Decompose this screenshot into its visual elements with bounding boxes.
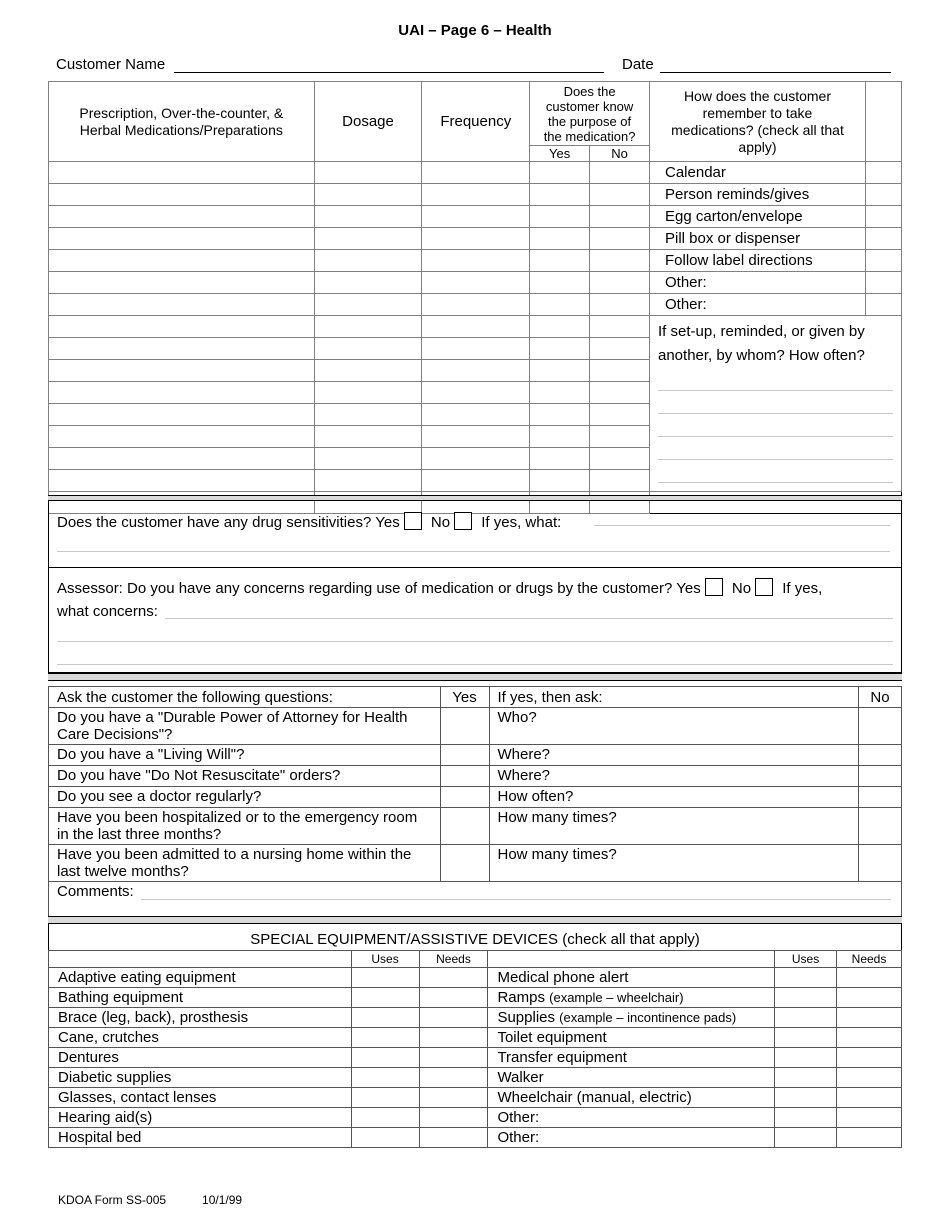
purpose-no-cell[interactable]: [590, 162, 650, 184]
remember-checkbox[interactable]: [865, 294, 901, 316]
equipment-item: [488, 1008, 775, 1028]
remember-checkbox[interactable]: [865, 250, 901, 272]
drug-sensitivity-line[interactable]: [594, 525, 890, 526]
remember-option: Follow label directions: [650, 250, 866, 272]
question-yes-cell[interactable]: [440, 787, 489, 808]
frequency-cell[interactable]: [422, 426, 530, 448]
assessor-if-yes: If yes,: [782, 580, 823, 597]
question-followup[interactable]: Where?: [489, 766, 859, 787]
needs-checkbox[interactable]: [837, 988, 902, 1008]
customer-name-label: Customer Name: [56, 56, 166, 73]
remember-option: Egg carton/envelope: [650, 206, 866, 228]
question-text: Have you been hospitalized or to the emergency room in the last three months?: [49, 808, 441, 845]
uses-checkbox[interactable]: [351, 1108, 419, 1128]
date-field[interactable]: [660, 72, 891, 73]
col-header-dosage: Dosage: [314, 82, 422, 162]
purpose-yes-cell[interactable]: [530, 206, 590, 228]
remember-checkbox[interactable]: [865, 184, 901, 206]
assessor-concerns-label: what concerns:: [57, 603, 158, 620]
col-header-no: No: [590, 146, 650, 162]
question-text: Do you have "Do Not Resuscitate" orders?: [49, 766, 441, 787]
uses-checkbox[interactable]: [775, 1108, 837, 1128]
question-followup[interactable]: How many times?: [489, 845, 859, 882]
dosage-cell[interactable]: [314, 470, 422, 492]
med-cell[interactable]: [49, 228, 315, 250]
remember-checkbox[interactable]: [865, 206, 901, 228]
needs-checkbox[interactable]: [837, 1068, 902, 1088]
frequency-cell[interactable]: [422, 162, 530, 184]
dosage-cell[interactable]: [314, 206, 422, 228]
purpose-yes-cell[interactable]: [530, 360, 590, 382]
purpose-yes-cell[interactable]: [530, 272, 590, 294]
question-text: Do you see a doctor regularly?: [49, 787, 441, 808]
assessor-question: Assessor: Do you have any concerns regarding use of medication or drugs by the customer?: [57, 580, 673, 597]
purpose-no-cell[interactable]: [590, 206, 650, 228]
drug-sensitivity-yes-label: Yes: [375, 514, 400, 531]
setup-line[interactable]: [658, 460, 893, 483]
equipment-item-name: Wheelchair (manual, electric): [497, 1089, 692, 1106]
equipment-item: Brace (leg, back), prosthesis: [49, 1008, 352, 1028]
equipment-left-header: [49, 951, 352, 968]
uses-checkbox[interactable]: [351, 1068, 419, 1088]
purpose-no-cell[interactable]: [590, 184, 650, 206]
comments-line[interactable]: [141, 899, 891, 900]
purpose-no-cell[interactable]: [590, 404, 650, 426]
assessor-no-checkbox[interactable]: [755, 578, 773, 596]
uses-checkbox[interactable]: [775, 988, 837, 1008]
uses-checkbox[interactable]: [775, 1128, 837, 1148]
question-text: Do you have a "Living Will"?: [49, 745, 441, 766]
setup-line[interactable]: [658, 368, 893, 391]
uses-checkbox[interactable]: [775, 1048, 837, 1068]
drug-sensitivity-yes-checkbox[interactable]: [404, 512, 422, 530]
med-cell[interactable]: [49, 316, 315, 338]
med-cell[interactable]: [49, 338, 315, 360]
drug-sensitivity-question: Does the customer have any drug sensitivities?: [57, 514, 372, 531]
purpose-yes-cell[interactable]: [530, 162, 590, 184]
med-cell[interactable]: [49, 426, 315, 448]
equipment-needs-header: Needs: [837, 951, 902, 968]
med-cell[interactable]: [49, 360, 315, 382]
question-followup[interactable]: Where?: [489, 745, 859, 766]
frequency-cell[interactable]: [422, 250, 530, 272]
frequency-cell[interactable]: [422, 470, 530, 492]
remember-checkbox[interactable]: [865, 272, 901, 294]
dosage-cell[interactable]: [314, 250, 422, 272]
equipment-item-name: Walker: [497, 1069, 544, 1086]
equipment-item-name: Toilet equipment: [497, 1029, 607, 1046]
assessor-yes-checkbox[interactable]: [705, 578, 723, 596]
question-followup[interactable]: Who?: [489, 708, 859, 745]
equipment-item: [488, 988, 775, 1008]
comments-label: Comments:: [57, 883, 134, 900]
question-followup[interactable]: How often?: [489, 787, 859, 808]
equipment-item: [488, 1128, 775, 1148]
frequency-cell[interactable]: [422, 228, 530, 250]
purpose-yes-cell[interactable]: [530, 228, 590, 250]
frequency-cell[interactable]: [422, 382, 530, 404]
purpose-yes-cell[interactable]: [530, 382, 590, 404]
needs-checkbox[interactable]: [419, 1028, 488, 1048]
question-no-cell[interactable]: [859, 808, 902, 845]
questions-header-ask: Ask the customer the following questions:: [49, 687, 441, 708]
equipment-title: SPECIAL EQUIPMENT/ASSISTIVE DEVICES (check all that apply): [48, 923, 902, 950]
remember-checkbox[interactable]: [865, 228, 901, 250]
section-divider: [48, 673, 902, 681]
purpose-no-cell[interactable]: [590, 316, 650, 338]
drug-sensitivity-no-checkbox[interactable]: [454, 512, 472, 530]
drug-sensitivity-section: [48, 500, 902, 568]
frequency-cell[interactable]: [422, 316, 530, 338]
form-id: KDOA Form SS-005: [58, 1193, 167, 1207]
needs-checkbox[interactable]: [837, 1028, 902, 1048]
purpose-no-cell[interactable]: [590, 338, 650, 360]
needs-checkbox[interactable]: [419, 1108, 488, 1128]
drug-sensitivity-no-label: No: [430, 514, 451, 531]
form-date: 10/1/99: [202, 1193, 243, 1207]
purpose-yes-cell[interactable]: [530, 250, 590, 272]
frequency-cell[interactable]: [422, 448, 530, 470]
frequency-cell[interactable]: [422, 294, 530, 316]
footer: [58, 1193, 242, 1207]
uses-checkbox[interactable]: [351, 1008, 419, 1028]
setup-line[interactable]: [658, 414, 893, 437]
needs-checkbox[interactable]: [837, 1088, 902, 1108]
equipment-item-name: Medical phone alert: [497, 969, 629, 986]
uses-checkbox[interactable]: [351, 968, 419, 988]
frequency-cell[interactable]: [422, 272, 530, 294]
med-cell[interactable]: [49, 206, 315, 228]
remember-option: Pill box or dispenser: [650, 228, 866, 250]
equipment-item: Bathing equipment: [49, 988, 352, 1008]
purpose-yes-cell[interactable]: [530, 338, 590, 360]
uses-checkbox[interactable]: [351, 1128, 419, 1148]
purpose-yes-cell[interactable]: [530, 294, 590, 316]
questions-header-yes: Yes: [440, 687, 489, 708]
question-text: Do you have a "Durable Power of Attorney for Health Care Decisions"?: [49, 708, 441, 745]
dosage-cell[interactable]: [314, 316, 422, 338]
equipment-item: [488, 1048, 775, 1068]
needs-checkbox[interactable]: [837, 1108, 902, 1128]
setup-line[interactable]: [658, 391, 893, 414]
med-cell[interactable]: [49, 272, 315, 294]
frequency-cell[interactable]: [422, 206, 530, 228]
med-cell[interactable]: [49, 382, 315, 404]
col-header-frequency: Frequency: [422, 82, 530, 162]
purpose-yes-cell[interactable]: [530, 184, 590, 206]
remember-option: Other:: [650, 294, 866, 316]
question-no-cell[interactable]: [859, 845, 902, 882]
uses-checkbox[interactable]: [351, 988, 419, 1008]
purpose-yes-cell[interactable]: [530, 448, 590, 470]
med-cell[interactable]: [49, 294, 315, 316]
assessor-yes-label: Yes: [676, 580, 701, 597]
equipment-uses-header: Uses: [351, 951, 419, 968]
question-yes-cell[interactable]: [440, 766, 489, 787]
assessor-line[interactable]: [57, 641, 893, 642]
dosage-cell[interactable]: [314, 426, 422, 448]
questions-header-then: If yes, then ask:: [489, 687, 859, 708]
dosage-cell[interactable]: [314, 338, 422, 360]
equipment-item: Dentures: [49, 1048, 352, 1068]
question-text: Have you been admitted to a nursing home within the last twelve months?: [49, 845, 441, 882]
purpose-no-cell[interactable]: [590, 272, 650, 294]
equipment-item: [488, 1028, 775, 1048]
purpose-yes-cell[interactable]: [530, 404, 590, 426]
medication-table: [48, 81, 902, 514]
date-label: Date: [622, 56, 654, 73]
col-header-yes: Yes: [530, 146, 590, 162]
purpose-no-cell[interactable]: [590, 382, 650, 404]
purpose-no-cell[interactable]: [590, 448, 650, 470]
remember-option: Person reminds/gives: [650, 184, 866, 206]
equipment-item-note: (example – incontinence pads): [559, 1010, 737, 1025]
med-cell[interactable]: [49, 404, 315, 426]
dosage-cell[interactable]: [314, 228, 422, 250]
question-no-cell[interactable]: [859, 708, 902, 745]
equipment-item-name: Transfer equipment: [497, 1049, 627, 1066]
question-followup[interactable]: How many times?: [489, 808, 859, 845]
uses-checkbox[interactable]: [351, 1048, 419, 1068]
equipment-item: [488, 1088, 775, 1108]
needs-checkbox[interactable]: [837, 1048, 902, 1068]
dosage-cell[interactable]: [314, 448, 422, 470]
equipment-item-name: Supplies: [497, 1009, 555, 1026]
purpose-no-cell[interactable]: [590, 228, 650, 250]
purpose-no-cell[interactable]: [590, 250, 650, 272]
needs-checkbox[interactable]: [837, 1128, 902, 1148]
question-yes-cell[interactable]: [440, 745, 489, 766]
equipment-needs-header: Needs: [419, 951, 488, 968]
med-cell[interactable]: [49, 184, 315, 206]
needs-checkbox[interactable]: [419, 968, 488, 988]
question-yes-cell[interactable]: [440, 808, 489, 845]
remember-checkbox[interactable]: [865, 162, 901, 184]
med-cell[interactable]: [49, 470, 315, 492]
equipment-item-name: Ramps: [497, 989, 545, 1006]
needs-checkbox[interactable]: [837, 968, 902, 988]
needs-checkbox[interactable]: [419, 1088, 488, 1108]
needs-checkbox[interactable]: [837, 1008, 902, 1028]
dosage-cell[interactable]: [314, 294, 422, 316]
uses-checkbox[interactable]: [775, 968, 837, 988]
assessor-line[interactable]: [165, 618, 893, 619]
uses-checkbox[interactable]: [351, 1028, 419, 1048]
equipment-item: [488, 968, 775, 988]
dosage-cell[interactable]: [314, 162, 422, 184]
needs-checkbox[interactable]: [419, 1048, 488, 1068]
equipment-item: [488, 1068, 775, 1088]
question-yes-cell[interactable]: [440, 845, 489, 882]
med-cell[interactable]: [49, 162, 315, 184]
remember-option: Calendar: [650, 162, 866, 184]
remember-option: Other:: [650, 272, 866, 294]
equipment-item-note: (example – wheelchair): [549, 990, 684, 1005]
equipment-item: Glasses, contact lenses: [49, 1088, 352, 1108]
equipment-item-name: Other:: [497, 1109, 540, 1126]
equipment-uses-header: Uses: [775, 951, 837, 968]
question-no-cell[interactable]: [859, 787, 902, 808]
dosage-cell[interactable]: [314, 404, 422, 426]
customer-name-row: [56, 56, 891, 76]
frequency-cell[interactable]: [422, 404, 530, 426]
question-no-cell[interactable]: [859, 766, 902, 787]
equipment-item: Hearing aid(s): [49, 1108, 352, 1128]
drug-sensitivity-if-yes: If yes, what:: [481, 514, 562, 531]
purpose-yes-cell[interactable]: [530, 470, 590, 492]
needs-checkbox[interactable]: [419, 1068, 488, 1088]
purpose-no-cell[interactable]: [590, 426, 650, 448]
assessor-section: [48, 567, 902, 673]
dosage-cell[interactable]: [314, 272, 422, 294]
dosage-cell[interactable]: [314, 382, 422, 404]
purpose-no-cell[interactable]: [590, 470, 650, 492]
uses-checkbox[interactable]: [775, 1068, 837, 1088]
equipment-item: Cane, crutches: [49, 1028, 352, 1048]
uses-checkbox[interactable]: [775, 1028, 837, 1048]
question-yes-cell[interactable]: [440, 708, 489, 745]
frequency-cell[interactable]: [422, 338, 530, 360]
setup-line[interactable]: [658, 437, 893, 460]
questions-header-no: No: [859, 687, 902, 708]
remember-check-header: [865, 82, 901, 162]
page-title: UAI – Page 6 – Health: [398, 22, 552, 39]
drug-sensitivity-line[interactable]: [57, 551, 890, 552]
question-no-cell[interactable]: [859, 745, 902, 766]
dosage-cell[interactable]: [314, 360, 422, 382]
equipment-table: [48, 950, 902, 1148]
equipment-item: Diabetic supplies: [49, 1068, 352, 1088]
uses-checkbox[interactable]: [775, 1088, 837, 1108]
purpose-no-cell[interactable]: [590, 294, 650, 316]
equipment-item: Hospital bed: [49, 1128, 352, 1148]
col-header-remember: How does the customer remember to take medications? (check all that apply): [650, 82, 866, 162]
assessor-line[interactable]: [57, 664, 893, 665]
setup-notes-area[interactable]: [650, 316, 902, 492]
needs-checkbox[interactable]: [419, 988, 488, 1008]
questions-table: [48, 686, 902, 922]
purpose-yes-cell[interactable]: [530, 426, 590, 448]
assessor-no-label: No: [731, 580, 752, 597]
customer-name-field[interactable]: [174, 72, 604, 73]
equipment-item: [488, 1108, 775, 1128]
equipment-item: Adaptive eating equipment: [49, 968, 352, 988]
uses-checkbox[interactable]: [775, 1008, 837, 1028]
purpose-no-cell[interactable]: [590, 360, 650, 382]
setup-question: If set-up, reminded, or given by another, by whom? How often?: [658, 323, 865, 364]
needs-checkbox[interactable]: [419, 1128, 488, 1148]
frequency-cell[interactable]: [422, 360, 530, 382]
col-header-medication: Prescription, Over-the-counter, & Herbal Medications/Preparations: [49, 82, 315, 162]
med-cell[interactable]: [49, 448, 315, 470]
frequency-cell[interactable]: [422, 184, 530, 206]
needs-checkbox[interactable]: [419, 1008, 488, 1028]
equipment-item-name: Other:: [497, 1129, 540, 1146]
col-header-purpose: Does the customer know the purpose of the medication?: [530, 82, 650, 146]
uses-checkbox[interactable]: [351, 1088, 419, 1108]
purpose-yes-cell[interactable]: [530, 316, 590, 338]
equipment-right-header: [488, 951, 775, 968]
dosage-cell[interactable]: [314, 184, 422, 206]
med-cell[interactable]: [49, 250, 315, 272]
